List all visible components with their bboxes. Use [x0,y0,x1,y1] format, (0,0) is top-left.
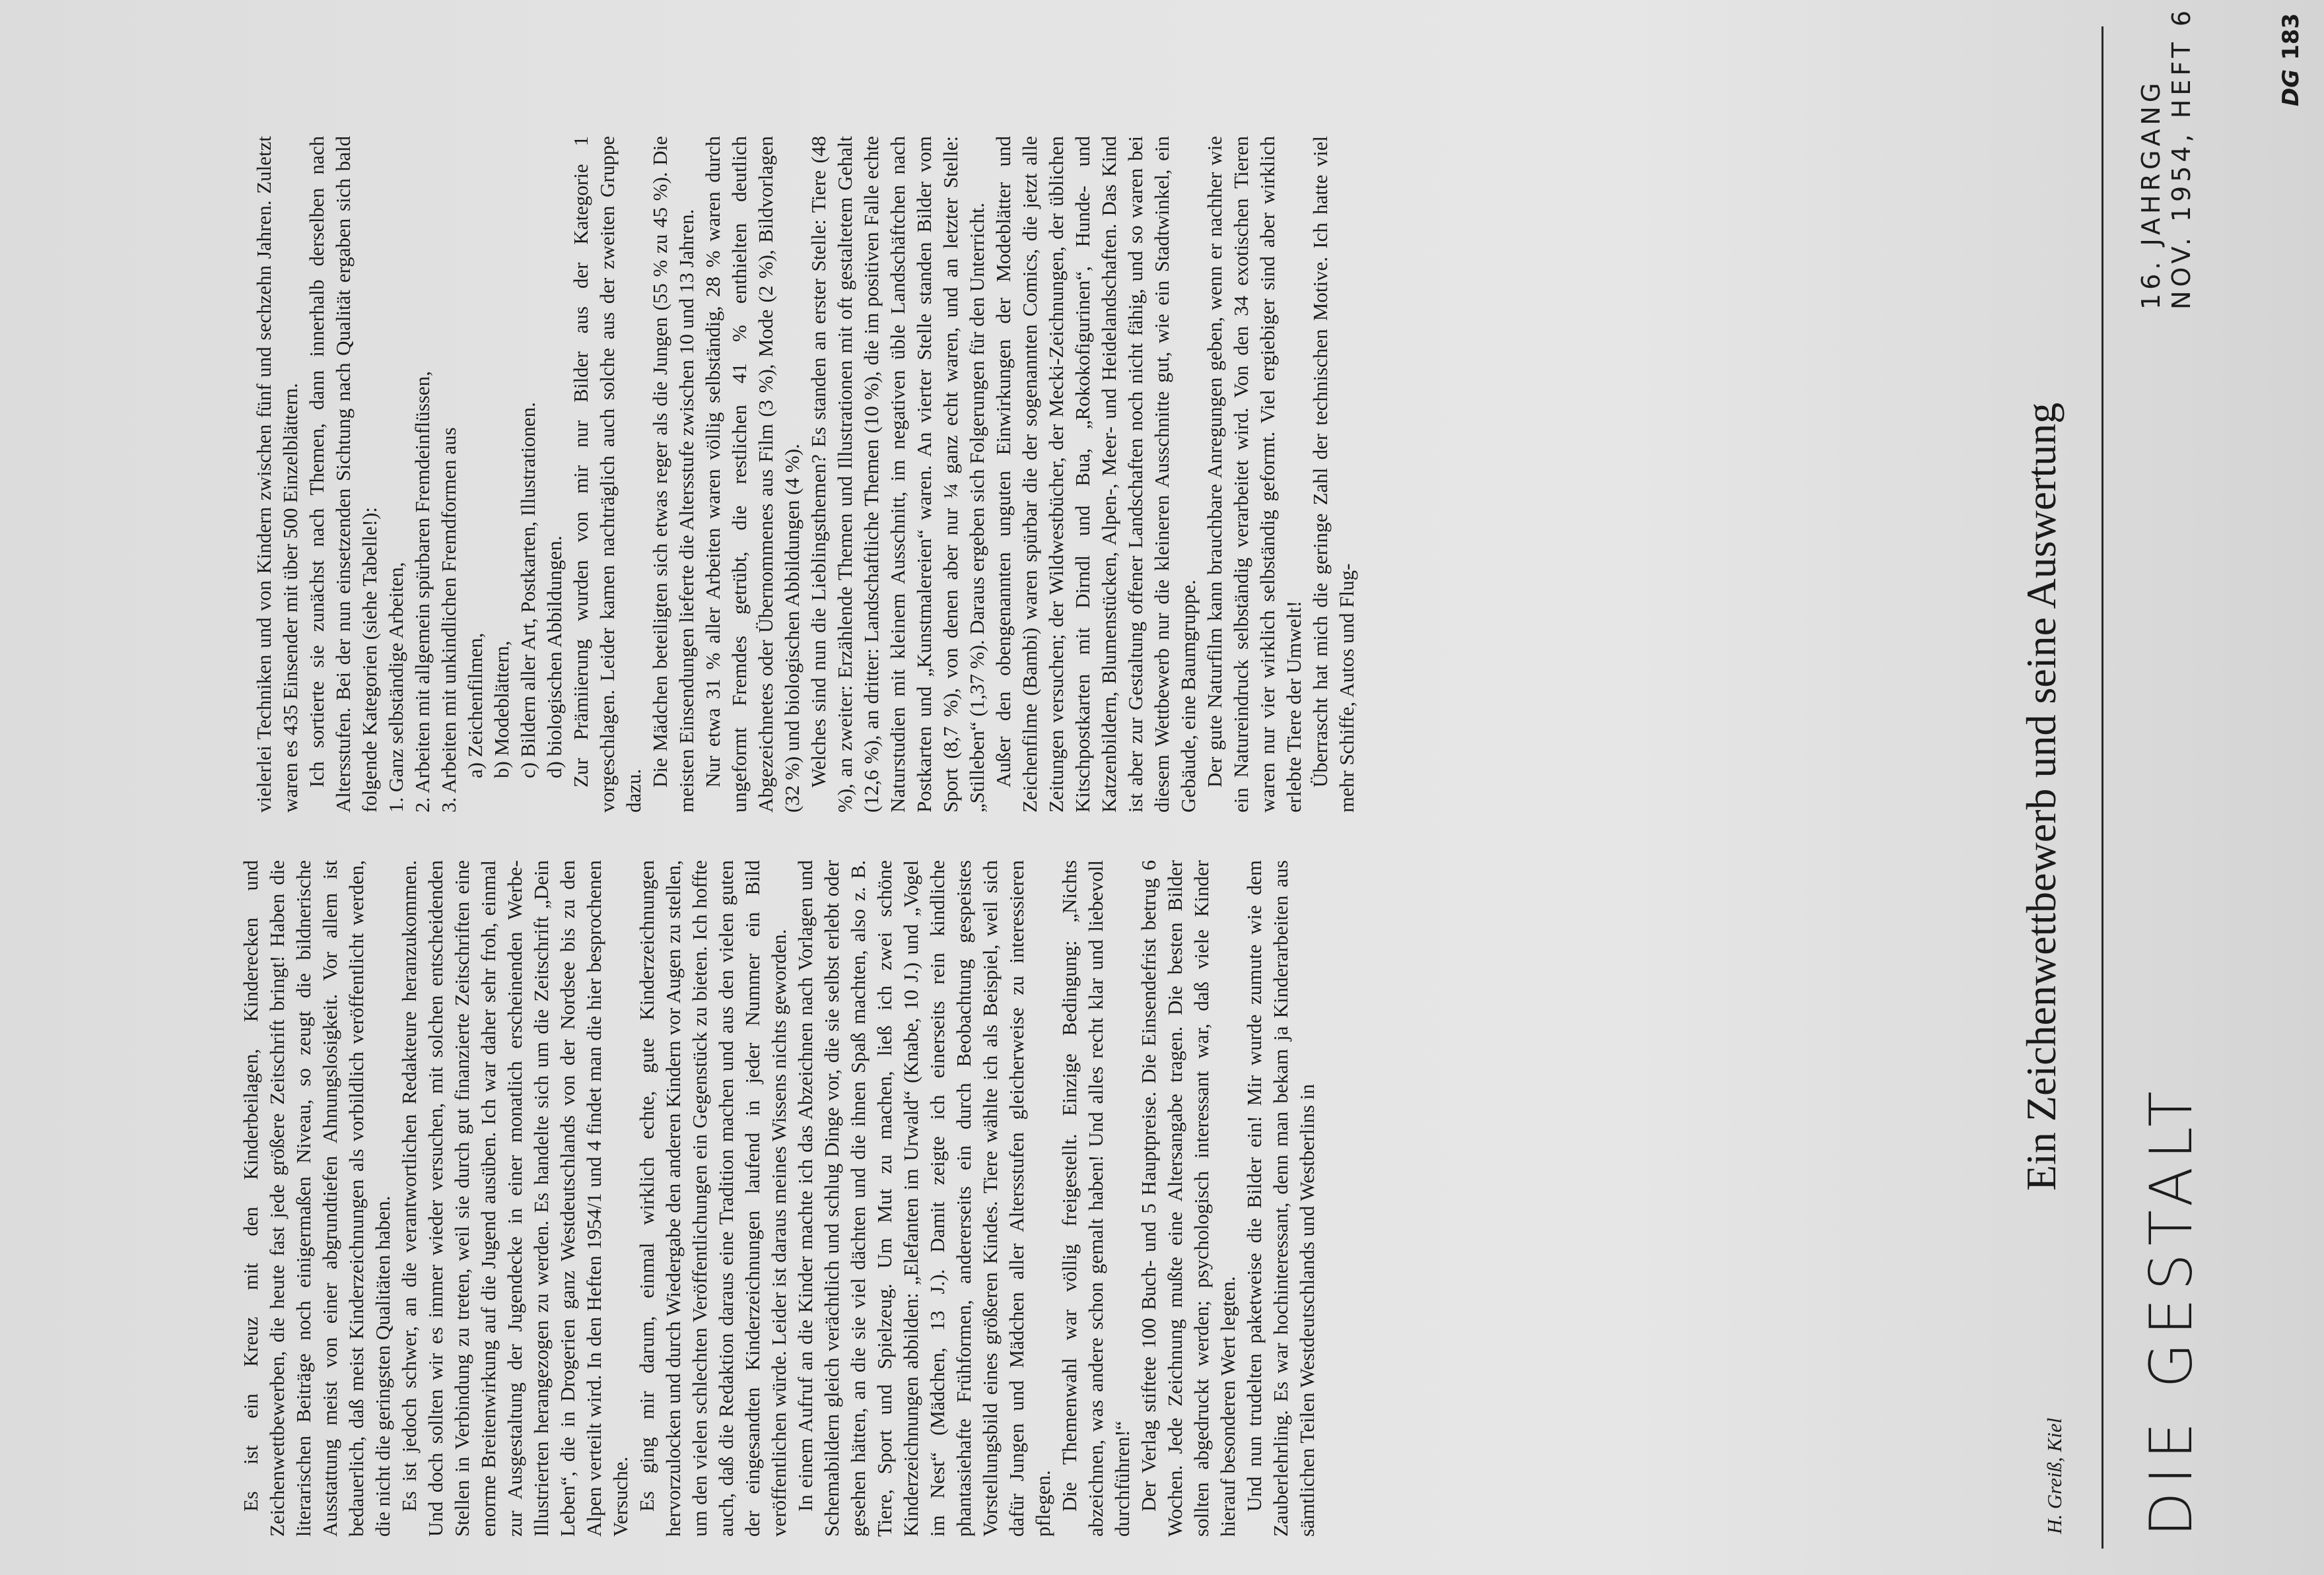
folio-number: 183 [2278,13,2304,60]
issue-info [2136,7,2197,310]
paragraph: Die Mädchen beteiligten sich etwas reger als die Jungen (55 % zu 45 %). Die meisten Einsendungen lieferte die Altersstufe zwischen 10 und 13 Jahren. [648,136,698,813]
article-headline: Ein Zeichenwettbewerb und seine Auswertung [2018,402,2065,1191]
paragraph: Die Themenwahl war völlig freigestellt. Einzige Bedingung: „Nichts abzeichnen, was andere schon gemalt haben! Und alles recht klar und liebevoll durchführen!“ [1058,860,1134,1537]
list-item: a) Zeichenfilmen, [463,632,487,778]
paragraph: In einem Aufruf an die Kinder machte ich das Abzeichnen nach Vorlagen und Schemabildern gleich verächtlich und schlug Dinge vor, die sie selbst erlebt oder gesehen hätten, an die sie viel dächten und die ihnen Spaß machten, also z. B. Tiere, Sport und Spielzeug. Um Mut zu machen, ließ ich zwei schöne Kinderzeichnungen abbilden: „Elefanten im Urwald“ (Knabe, 10 J.) und „Vogel im Nest“ (Mädchen, 13 J.). Damit zeigte ich einerseits rein kindliche phantasiehafte Frühformen, andererseits ein durch Beobachtung gespeistes Vorstellungsbild eines größeren Kindes. Tiere wählte ich als Beispiel, weil sich dafür Jungen und Mädchen aller Altersstufen gleicherweise zu interessieren pflegen. [794,860,1054,1537]
list-item: b) Modeblättern, [490,640,513,778]
issue-volume: 16. JAHRGANG [2136,79,2166,310]
paragraph: Zur Prämiierung wurden von mir nur Bilder aus der Kategorie 1 vorgeschlagen. Leider kamen nachträglich auch solche aus der zweiten Gruppe dazu. [569,136,645,813]
paragraph: Außer den obengenannten unguten Einwirkungen der Modeblätter und Zeichenfilme (Bambi) waren spürbar die der sogenannten Comics, die jetzt alle Zeitungen versuchen; der Wildwestbücher, der Mecki-Zeichnungen, der üblichen Kitschpostkarten mit Dirndl und Bua, „Rokokofigurinen“, Hunde- und Katzenbildern, Blumenstücken, Alpen-, Meer- und Heidelandschaften. Das Kind ist aber zur Gestaltung offener Landschaften noch nicht fähig, und so waren bei diesem Wettbewerb nur die kleineren Ausschnitte gut, wie ein Stadtwinkel, ein Gebäude, eine Baumgruppe. [992,136,1200,813]
paragraph: Der gute Naturfilm kann brauchbare Anregungen geben, wenn er nachher wie ein Natureindruck selbständig verarbeitet wird. Von den 34 exotischen Tieren waren nur vier wirklich selbständig geformt. Viel ergiebiger sind aber wirklich erlebte Tiere der Umwelt! [1203,136,1305,813]
article-author: H. Greiß, Kiel [2043,1417,2066,1534]
paragraph: Der Verlag stiftete 100 Buch- und 5 Hauptpreise. Die Einsendefrist betrug 6 Wochen. Jede Zeichnung mußte eine Altersangabe tragen. Die besten Bilder sollten abgedruckt werden; psychologisch interessant war, daß viele Kinder hierauf besonderen Wert legten. [1137,860,1239,1537]
category-list [383,136,462,813]
paragraph: vielerlei Techniken und von Kindern zwischen fünf und sechzehn Jahren. Zuletzt waren es 435 Einsender mit über 500 Einzelblättern. [252,136,302,813]
paragraph: Es ist ein Kreuz mit den Kinderbeilagen, Kinderecken und Zeichenwettbewerben, die heute fast jede größere Zeitschrift bringt! Haben die literarischen Beiträge noch einigermaßen Niveau, so zeugt die bildnerische Ausstattung meist von einer abgrundtiefen Ahnungslosigkeit. Vor allem ist bedauerlich, daß meist Kinderzeichnungen als vorbildlich veröffentlicht werden, die nicht die geringsten Qualitäten haben. [239,860,394,1537]
list-item: 2. Arbeiten mit allgemein spürbaren Fremdeinflüssen, [411,371,434,813]
masthead-title: DIE GESTALT [2137,1083,2205,1537]
folio-prefix: DG [2278,69,2304,107]
paragraph: Es ging mir darum, einmal wirklich echte, gute Kinderzeichnungen hervorzulocken und durch Wiedergabe den anderen Kindern vor Augen zu stellen, um den vielen schlechten Veröffentlichungen ein Gegenstück zu bieten. Ich hoffte auch, daß die Redaktion daraus eine Tradition machen und aus den vielen guten der eingesandten Kinderzeichnungen laufend in jeder Nummer ein Bild veröffentlichen würde. Leider ist daraus meines Wissens nichts geworden. [635,860,790,1537]
paragraph: Und nun trudelten paketweise die Bilder ein! Mir wurde zumute wie dem Zauberlehrling. Es war hochinteressant, denn man bekam ja Kinderarbeiten aus sämtlichen Teilen Westdeutschlands und Westberlins in [1243,860,1318,1537]
right-column [251,136,2007,813]
paragraph: Es ist jedoch schwer, an die verantwortlichen Redakteure heranzukommen. Und doch sollten wir es immer wieder versuchen, mit solchen entscheidenden Stellen in Verbindung zu treten, weil sie durch gut finanzierte Zeitschriften eine enorme Breitenwirkung auf die Jugend ausüben. Ich war daher sehr froh, einmal zur Ausgestaltung der Jugendecke in einer monatlich erscheinenden Werbe-Illustrierten herangezogen zu werden. Es handelte sich um die Zeitschrift „Dein Leben“, die in Drogerien ganz Westdeutschlands von der Nordsee bis zu den Alpen verteilt wird. In den Heften 1954/1 und 4 findet man die hier besprochenen Versuche. [397,860,632,1537]
list-item: 3. Arbeiten mit unkindlichen Fremdformen aus [437,427,460,813]
paragraph: Nur etwa 31 % aller Arbeiten waren völlig selbständig, 28 % waren durch ungeformt Fremdes getrübt, die restlichen 41 % enthielten deutlich Abgezeichnetes oder Übernommenes aus Film (3 %), Mode (2 %), Bildvorlagen (32 %) und biologischen Abbildungen (4 %). [701,136,803,813]
left-column [238,860,2014,1537]
paragraph: Ich sortierte sie zunächst nach Themen, dann innerhalb derselben nach Altersstufen. Bei der nun einsetzenden Sichtung nach Qualität ergaben sich bald folgende Kategorien (siehe Tabelle!): [305,136,381,813]
issue-date: NOV. 1954, HEFT 6 [2167,7,2196,310]
page-number [2278,13,2304,106]
paragraph: Überrascht hat mich die geringe Zahl der technischen Motive. Ich hatte viel mehr Schiffe, Autos und Flug- [1309,136,1358,813]
paragraph: Welches sind nun die Lieblingsthemen? Es standen an erster Stelle: Tiere (48 %), an zweiter: Erzählende Themen und Illustrationen mit oft gestaltetem Gehalt (12,6 %), an dritter: Landschaftliche Themen (10 %), die im positiven Falle echte Naturstudien mit kleinem Ausschnitt, im negativen üble Landschäftchen nach Postkarten und „Kunstmalereien“ waren. An vierter Stelle standen Bilder vom Sport (8,7 %), von denen aber nur ¼ ganz echt waren, und an letzter Stelle: „Stilleben“ (1,37 %). Daraus ergeben sich Folgerungen für den Unterricht. [807,136,988,813]
list-item: d) biologischen Abbildungen. [543,535,566,778]
list-item: 1. Ganz selbständige Arbeiten, [384,562,407,813]
masthead-rule [2102,26,2103,1549]
list-item: c) Bildern aller Art, Postkarten, Illustrationen. [516,402,539,778]
subcategory-list [462,136,568,813]
